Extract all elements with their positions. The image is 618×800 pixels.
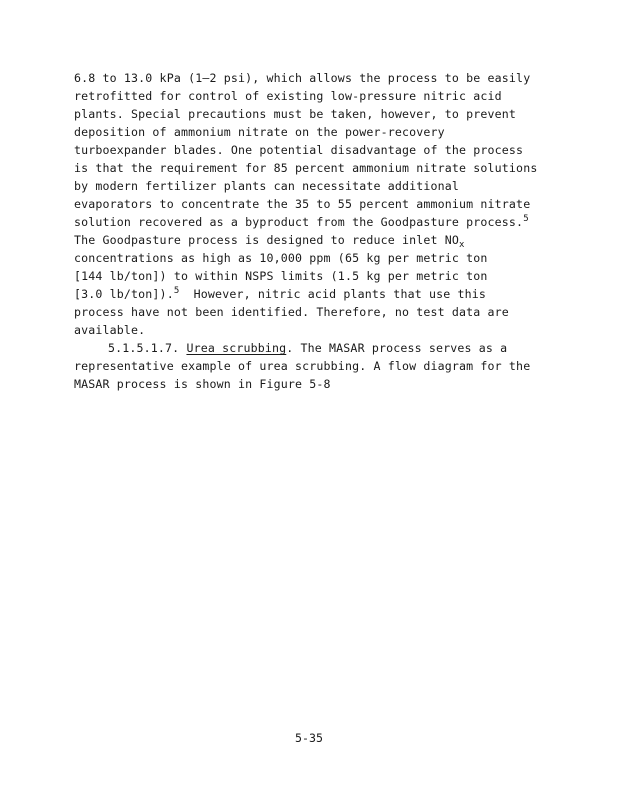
text-line-11: concentrations as high as 10,000 ppm (65 kg per metric ton (74, 251, 488, 265)
section-text-line-3: MASAR process is shown in Figure 5-8 (74, 377, 331, 391)
text-line-3: plants. Special precautions must be taken, however, to prevent (74, 107, 517, 121)
text-line-15: available. (74, 323, 146, 337)
text-line-10 (74, 231, 564, 249)
text-line-9 (74, 213, 564, 231)
text-line-1: 6.8 to 13.0 kPa (1–2 psi), which allows the process to be easily (74, 71, 531, 85)
text-line-5: turboexpander blades. One potential disadvantage of the process (74, 143, 524, 157)
text-line-2: retrofitted for control of existing low-pressure nitric acid (74, 89, 502, 103)
text-line-12: [144 lb/ton]) to within NSPS limits (1.5 kg per metric ton (74, 269, 488, 283)
body-text (74, 69, 564, 393)
section-title: Urea scrubbing (186, 341, 287, 355)
section-heading-line: 5.1.5.1.7. Urea scrubbing. The MASAR process serves as a (108, 341, 508, 355)
text-line-13 (74, 285, 564, 303)
text-line-4: deposition of ammonium nitrate on the power-recovery (74, 125, 445, 139)
text-line-14: process have not been identified. Therefore, no test data are (74, 305, 509, 319)
text-line-9-content: solution recovered as a byproduct from the Goodpasture process. (74, 215, 524, 229)
reference-superscript: 5 (523, 214, 529, 224)
section-text-start: . The MASAR process serves as a (286, 341, 508, 355)
reference-superscript: 5 (173, 286, 180, 296)
nox-subscript: x (459, 240, 465, 250)
text-line-13-content: [3.0 lb/ton]). (74, 287, 174, 301)
text-line-7: by modern fertilizer plants can necessitate additional (74, 179, 460, 193)
text-line-8: evaporators to concentrate the 35 to 55 percent ammonium nitrate (74, 197, 531, 211)
text-line-13-continued: However, nitric acid plants that use this (193, 287, 487, 301)
section-number: 5.1.5.1.7 (108, 341, 173, 355)
section-text-line-2: representative example of urea scrubbing. A flow diagram for the (74, 359, 531, 373)
text-line-10-content: The Goodpasture process is designed to reduce inlet NO (74, 233, 460, 247)
text-line-6: is that the requirement for 85 percent ammonium nitrate solutions (74, 161, 538, 175)
page-number: 5-35 (295, 731, 323, 745)
